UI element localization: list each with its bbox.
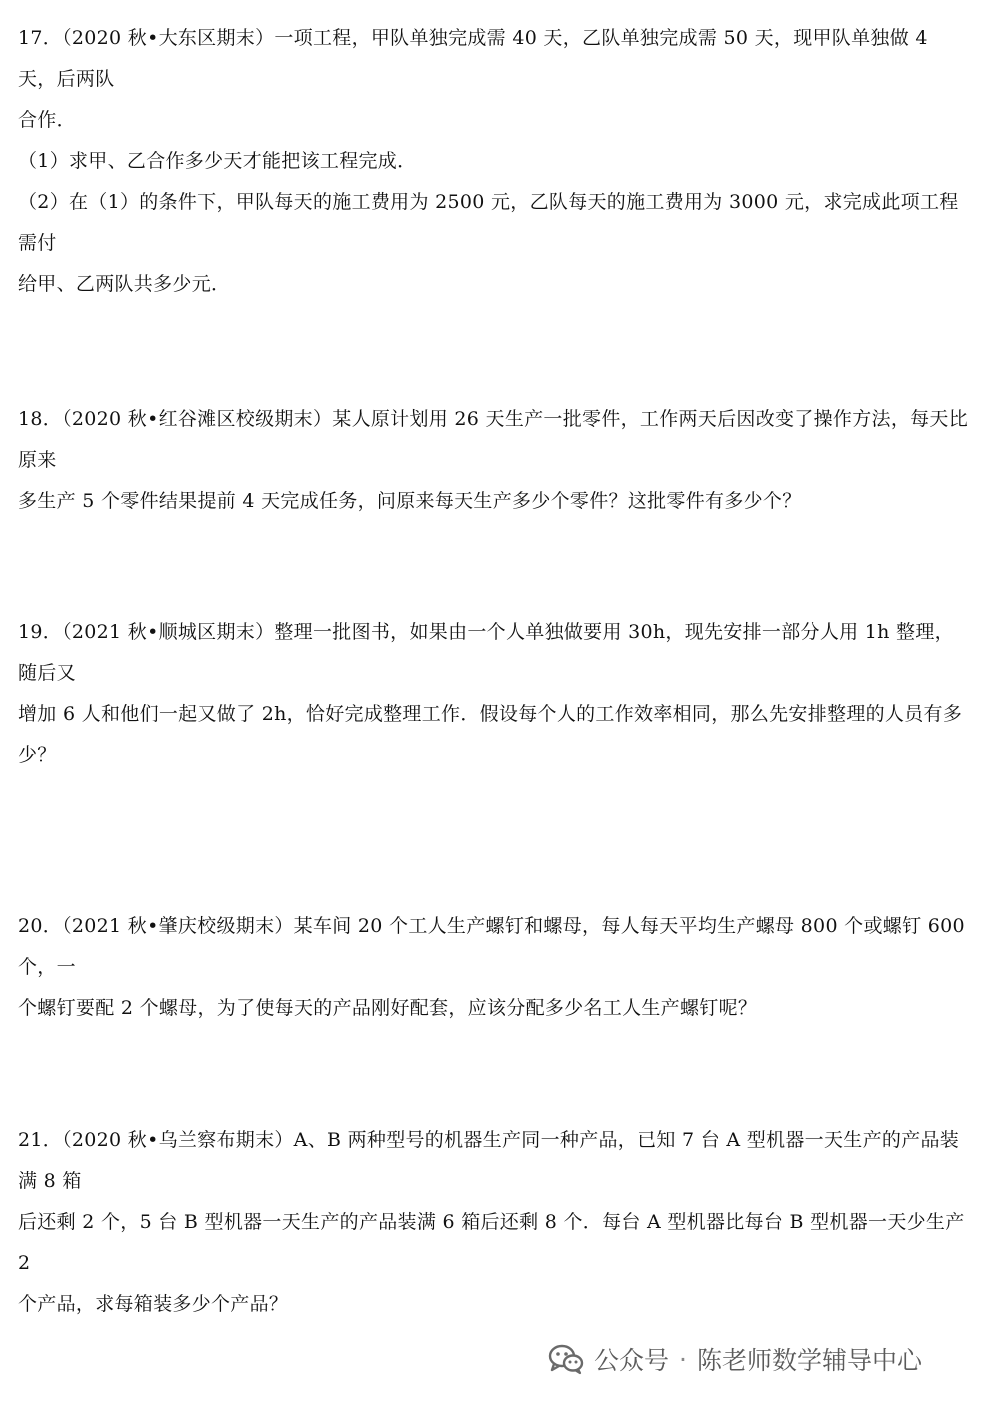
- question-21-line-1: 21．（2020 秋•乌兰察布期末）A、B 两种型号的机器生产同一种产品，已知 7 台 A 型机器一天生产的产品装满 8 箱: [18, 1129, 960, 1192]
- question-19-line-1: 19．（2021 秋•顺城区期末）整理一批图书，如果由一个人单独做要用 30h，现先安排一部分人用 1h 整理，随后又: [18, 621, 954, 684]
- question-18: [18, 399, 970, 522]
- question-19-line-3: 少？: [18, 744, 57, 766]
- question-17-line-5: 给甲、乙两队共多少元．: [18, 273, 231, 295]
- question-18-line-2: 多生产 5 个零件结果提前 4 天完成任务，问原来每天生产多少个零件？这批零件有多少个？: [18, 490, 802, 512]
- question-20-line-2: 个螺钉要配 2 个螺母，为了使每天的产品刚好配套，应该分配多少名工人生产螺钉呢？: [18, 997, 758, 1019]
- wechat-icon: [548, 1343, 584, 1375]
- question-20: [18, 906, 970, 1029]
- question-20-line-1: 20．（2021 秋•肇庆校级期末）某车间 20 个工人生产螺钉和螺母，每人每天平均生产螺母 800 个或螺钉 600 个，一: [18, 915, 965, 978]
- question-21-line-3: 个产品，求每箱装多少个产品？: [18, 1293, 289, 1315]
- question-17-part-1: （1）求甲、乙合作多少天才能把该工程完成．: [18, 150, 417, 172]
- question-17-line-2: 合作．: [18, 109, 76, 131]
- question-17: [18, 18, 970, 305]
- question-17-line-1: 17．（2020 秋•大东区期末）一项工程，甲队单独完成需 40 天，乙队单独完成需 50 天，现甲队单独做 4 天，后两队: [18, 27, 928, 90]
- question-17-part-2: （2）在（1）的条件下，甲队每天的施工费用为 2500 元，乙队每天的施工费用为 3000 元，求完成此项工程需付: [18, 191, 959, 254]
- watermark-label: 公众号: [594, 1346, 670, 1375]
- question-21-line-2: 后还剩 2 个，5 台 B 型机器一天生产的产品装满 6 箱后还剩 8 个．每台 A 型机器比每台 B 型机器一天少生产 2: [18, 1211, 965, 1274]
- watermark-account: 陈老师数学辅导中心: [696, 1346, 922, 1375]
- watermark: [548, 1337, 922, 1381]
- question-18-line-1: 18．（2020 秋•红谷滩区校级期末）某人原计划用 26 天生产一批零件，工作两天后因改变了操作方法，每天比原来: [18, 408, 969, 471]
- question-19: [18, 612, 970, 776]
- question-21: [18, 1120, 970, 1325]
- watermark-separator: ·: [679, 1344, 687, 1374]
- question-19-line-2: 增加 6 人和他们一起又做了 2h，恰好完成整理工作．假设每个人的工作效率相同，那么先安排整理的人员有多: [18, 703, 963, 725]
